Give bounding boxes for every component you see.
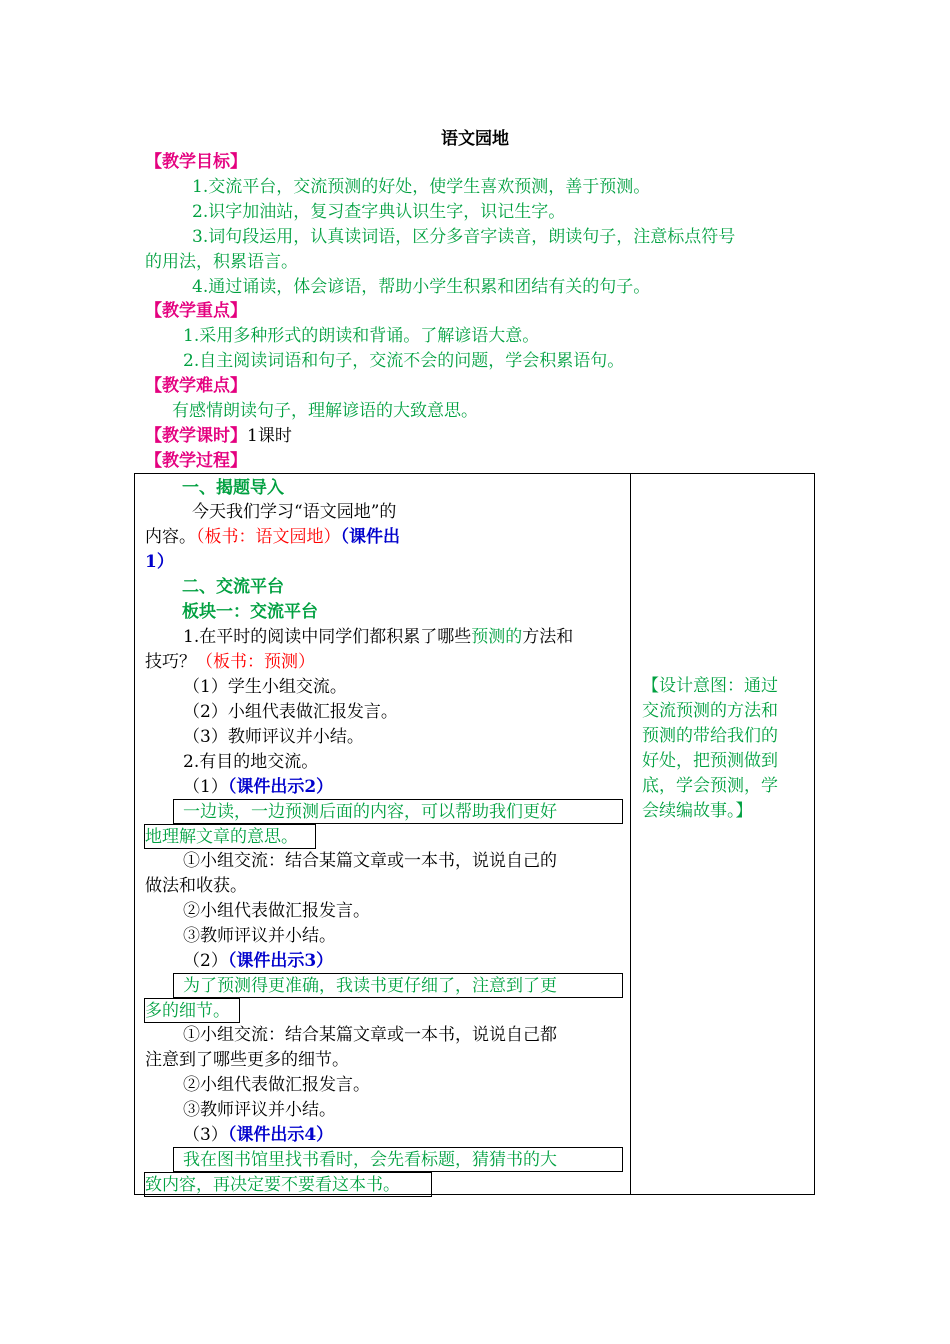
sub-step: ②小组代表做汇报发言。 — [183, 901, 370, 921]
block-1-heading: 板块一：交流平台 — [182, 602, 318, 622]
objective-item: 3.词句段运用，认真读词语，区分多音字读音，朗读句子，注意标点符号 — [192, 227, 736, 247]
slide-note: （课件出示2） — [227, 777, 334, 797]
part-3-line — [183, 1123, 333, 1148]
sub-step: ③教师评议并小结。 — [183, 1100, 336, 1120]
question-1-cont: 技巧？ — [145, 652, 196, 672]
section-1-heading: 一、揭题导入 — [182, 478, 284, 498]
objective-item: 1.交流平台，交流预测的好处，使学生喜欢预测，善于预测。 — [192, 177, 651, 197]
board-note: （板书：语文园地） — [196, 527, 341, 547]
step-item: （1）学生小组交流。 — [183, 677, 347, 697]
sub-step: 注意到了哪些更多的细节。 — [145, 1050, 349, 1070]
objectives-heading: 【教学目标】 — [145, 152, 247, 172]
hours-line — [145, 424, 292, 449]
page-title: 语文园地 — [441, 129, 509, 149]
design-note-line: 【设计意图：通过 — [642, 676, 778, 696]
table-column-divider — [630, 473, 631, 1195]
objective-item: 4.通过诵读，体会谚语，帮助小学生积累和团结有关的句子。 — [192, 277, 651, 297]
objective-item: 2.识字加油站，复习查字典认识生字，识记生字。 — [192, 202, 566, 222]
quote-text: 多的细节。 — [145, 1001, 230, 1021]
slide-note-cont: 1） — [145, 552, 174, 572]
sub-step: ①小组交流：结合某篇文章或一本书，说说自己的 — [183, 851, 557, 871]
hours-value: 1课时 — [247, 426, 292, 446]
section-1-text-cont: 内容。 — [145, 527, 196, 547]
design-note — [642, 674, 806, 824]
question-1 — [183, 625, 573, 650]
step-item: （3）教师评议并小结。 — [183, 727, 364, 747]
difficulty-heading: 【教学难点】 — [145, 376, 247, 396]
design-note-line: 会续编故事。】 — [642, 801, 753, 821]
design-note-line: 交流预测的方法和 — [642, 701, 778, 721]
hours-heading: 【教学课时】 — [145, 426, 247, 446]
quote-text: 地理解文章的意思。 — [145, 827, 298, 847]
design-note-line: 好处，把预测做到 — [642, 751, 778, 771]
board-note: （板书：预测） — [196, 652, 315, 672]
section-2-heading: 二、交流平台 — [182, 577, 284, 597]
part-number: （1） — [183, 777, 228, 797]
process-heading: 【教学过程】 — [145, 451, 247, 471]
part-2-line — [183, 949, 333, 974]
sub-step: 做法和收获。 — [145, 876, 247, 896]
section-1-text: 今天我们学习“语文园地”的 — [192, 502, 397, 522]
design-note-line: 预测的带给我们的 — [642, 726, 778, 746]
quote-text: 我在图书馆里找书看时，会先看标题，猜猜书的大 — [183, 1150, 557, 1170]
design-note-line: 底，学会预测，学 — [642, 776, 778, 796]
key-point-item: 1.采用多种形式的朗读和背诵。了解谚语大意。 — [183, 326, 540, 346]
question-2: 2.有目的地交流。 — [183, 752, 319, 772]
quote-text: 致内容，再决定要不要看这本书。 — [145, 1175, 400, 1195]
step-item: （2）小组代表做汇报发言。 — [183, 702, 398, 722]
slide-note: （课件出 — [340, 527, 400, 547]
question-1-text: 1.在平时的阅读中同学们都积累了哪些 — [183, 627, 472, 647]
key-points-heading: 【教学重点】 — [145, 301, 247, 321]
quote-text: 为了预测得更准确，我读书更仔细了，注意到了更 — [183, 976, 557, 996]
slide-note: （课件出示4） — [227, 1125, 334, 1145]
sub-step: ②小组代表做汇报发言。 — [183, 1075, 370, 1095]
question-1-line2 — [145, 650, 315, 675]
part-number: （2） — [183, 951, 228, 971]
question-1-text-end: 方法和 — [522, 627, 574, 647]
difficulty-text: 有感情朗读句子，理解谚语的大致意思。 — [172, 401, 478, 421]
part-1-line — [183, 775, 333, 800]
section-1-text-line2 — [145, 525, 400, 550]
key-point-item: 2.自主阅读词语和句子，交流不会的问题，学会积累语句。 — [183, 351, 625, 371]
slide-note: （课件出示3） — [227, 951, 334, 971]
sub-step: ③教师评议并小结。 — [183, 926, 336, 946]
sub-step: ①小组交流：结合某篇文章或一本书，说说自己都 — [183, 1025, 557, 1045]
part-number: （3） — [183, 1125, 228, 1145]
question-1-highlight: 预测的 — [471, 627, 523, 647]
objective-item: 的用法，积累语言。 — [145, 252, 298, 272]
quote-text: 一边读，一边预测后面的内容，可以帮助我们更好 — [183, 802, 557, 822]
